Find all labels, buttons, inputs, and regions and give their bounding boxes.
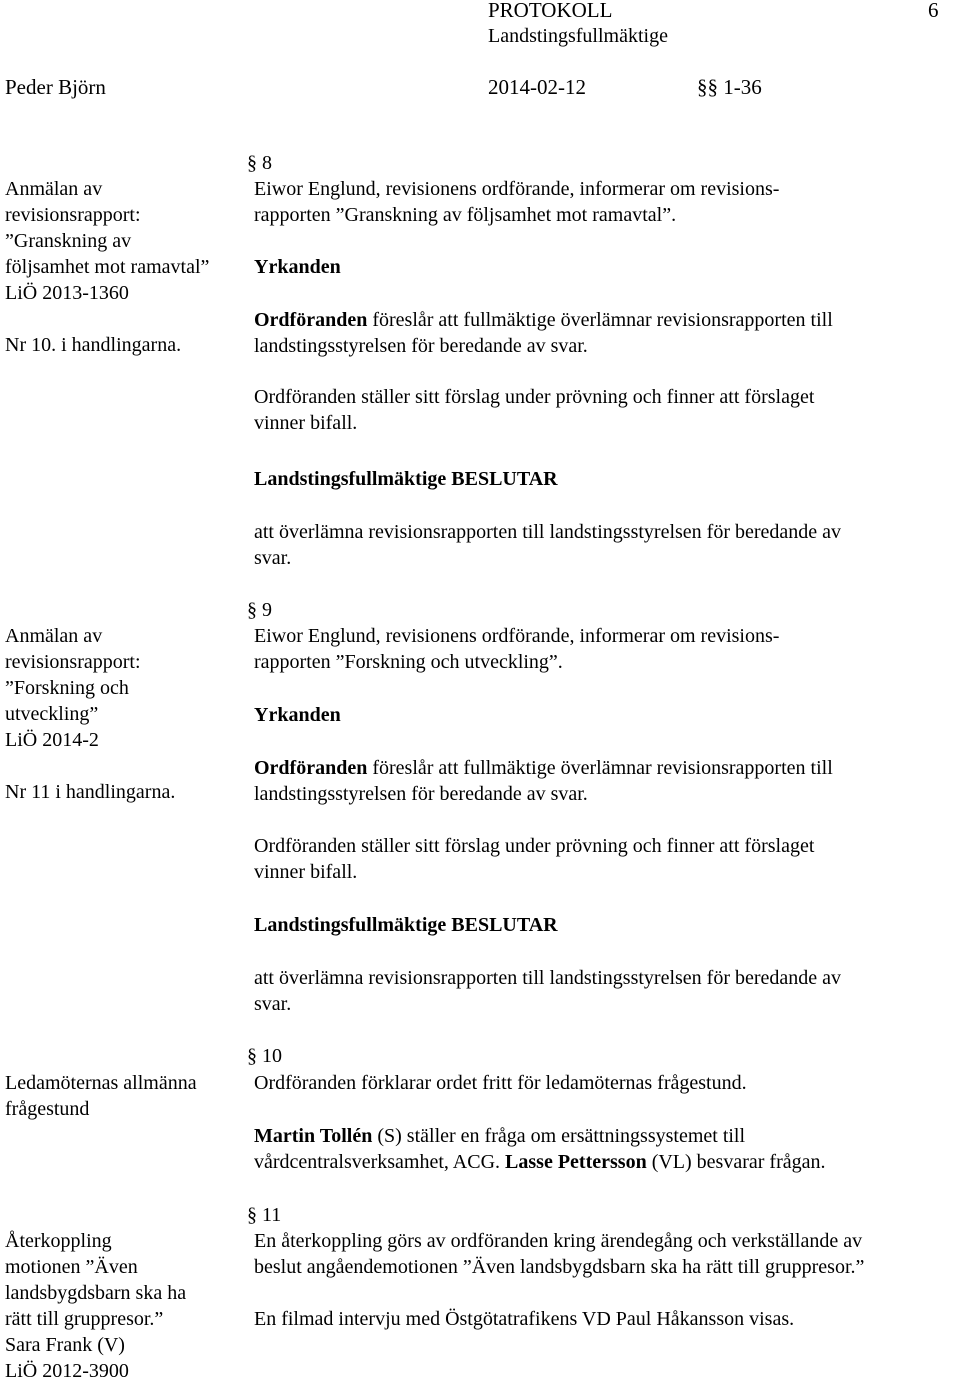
sidebar-line: Nr 11 i handlingarna. [5,781,176,803]
yrkanden-heading: Yrkanden [254,256,341,278]
proposal-line: landstingsstyrelsen för beredande av svar. [254,783,588,805]
page-number: 6 [928,0,939,22]
decision-heading: Landstingsfullmäktige BESLUTAR [254,914,558,936]
vote-text [254,833,944,885]
yrkanden-heading: Yrkanden [254,704,341,726]
decision-heading: Landstingsfullmäktige BESLUTAR [254,468,558,490]
sidebar-line: motionen ”Även [5,1256,138,1278]
sidebar-line: ”Forskning och [5,677,129,699]
proposal-text [254,307,944,359]
frågestund-text: Ordföranden förklarar ordet fritt för ledamöternas frågestund. [254,1072,747,1094]
answer-rest: (VL) besvarar frågan. [646,1151,826,1173]
sidebar-line: landsbygdsbarn ska ha [5,1282,187,1304]
sidebar-line: Anmälan av [5,625,103,647]
vote-line: Ordföranden ställer sitt förslag under prövning och finner att förslaget [254,835,815,857]
proposal-line [254,755,944,781]
author: Peder Björn [5,75,106,99]
section-number: § 9 [247,599,272,621]
decision-line: att överlämna revisionsrapporten till landstingsstyrelsen för beredande av [254,521,842,543]
organization: Landstingsfullmäktige [488,25,668,47]
proposal-rest: föreslår att fullmäktige överlämnar revisionsrapporten till [367,757,833,779]
vote-line: vinner bifall. [254,861,358,883]
decision-text [254,519,944,571]
vote-line: Ordföranden ställer sitt förslag under prövning och finner att förslaget [254,386,815,408]
section-number: § 8 [247,152,272,174]
intro-line: rapporten ”Granskning av följsamhet mot ramavtal”. [254,204,677,226]
sidebar-line: ”Granskning av [5,230,132,252]
sidebar-line: rätt till gruppresor.” [5,1308,164,1330]
section-sidebar [5,1070,240,1122]
återkoppling-line: beslut angåendemotionen ”Även landsbygdsbarn ska ha rätt till gruppresor.” [254,1256,865,1278]
decision-line: svar. [254,547,292,569]
questioner-name: Martin Tollén [254,1125,373,1147]
sidebar-line: revisionsrapport: [5,204,141,226]
intro-line: Eiwor Englund, revisionens ordförande, informerar om revisions- [254,625,780,647]
sidebar-line: frågestund [5,1098,90,1120]
sidebar-line: Sara Frank (V) [5,1334,125,1356]
intro-text [254,623,944,675]
answerer-name: Lasse Pettersson [505,1151,647,1173]
intro-line: Eiwor Englund, revisionens ordförande, informerar om revisions- [254,178,780,200]
vote-line: vinner bifall. [254,412,358,434]
sidebar-line: utveckling” [5,703,99,725]
sidebar-line: LiÖ 2012-3900 [5,1360,129,1382]
sidebar-line: revisionsrapport: [5,651,141,673]
interview-text: En filmad intervju med Östgötatrafikens VD Paul Håkansson visas. [254,1308,795,1330]
proposal-lead: Ordföranden [254,757,368,779]
question-pre: vårdcentralsverksamhet, ACG. [254,1151,506,1173]
sidebar-line: följsamhet mot ramavtal” [5,256,210,278]
doc-type: PROTOKOLL [488,0,613,22]
sidebar-line: Återkoppling [5,1230,112,1252]
question-rest: (S) ställer en fråga om ersättningssystemet till [372,1125,746,1147]
vote-text [254,384,944,436]
question-line [254,1149,944,1175]
question-line [254,1123,944,1149]
proposal-line: landstingsstyrelsen för beredande av svar. [254,335,588,357]
section-sidebar [5,623,240,805]
återkoppling-text [254,1228,944,1280]
sidebar-line: Ledamöternas allmänna [5,1072,197,1094]
proposal-text [254,755,944,807]
paragraph-range: §§ 1-36 [697,75,762,99]
section-number: § 10 [247,1045,282,1067]
sidebar-line: Nr 10. i handlingarna. [5,334,182,356]
proposal-lead: Ordföranden [254,309,368,331]
sidebar-line: LiÖ 2013-1360 [5,282,129,304]
section-sidebar [5,1228,240,1384]
intro-text [254,176,944,228]
sidebar-line: Anmälan av [5,178,103,200]
section-number: § 11 [247,1204,282,1226]
decision-text [254,965,944,1017]
återkoppling-line: En återkoppling görs av ordföranden kring ärendegång och verkställande av [254,1230,863,1252]
date: 2014-02-12 [488,75,586,99]
decision-line: svar. [254,993,292,1015]
decision-line: att överlämna revisionsrapporten till landstingsstyrelsen för beredande av [254,967,842,989]
proposal-rest: föreslår att fullmäktige överlämnar revisionsrapporten till [367,309,833,331]
section-sidebar [5,176,240,358]
sidebar-line: LiÖ 2014-2 [5,729,99,751]
question-text [254,1123,944,1175]
intro-line: rapporten ”Forskning och utveckling”. [254,651,563,673]
proposal-line [254,307,944,333]
